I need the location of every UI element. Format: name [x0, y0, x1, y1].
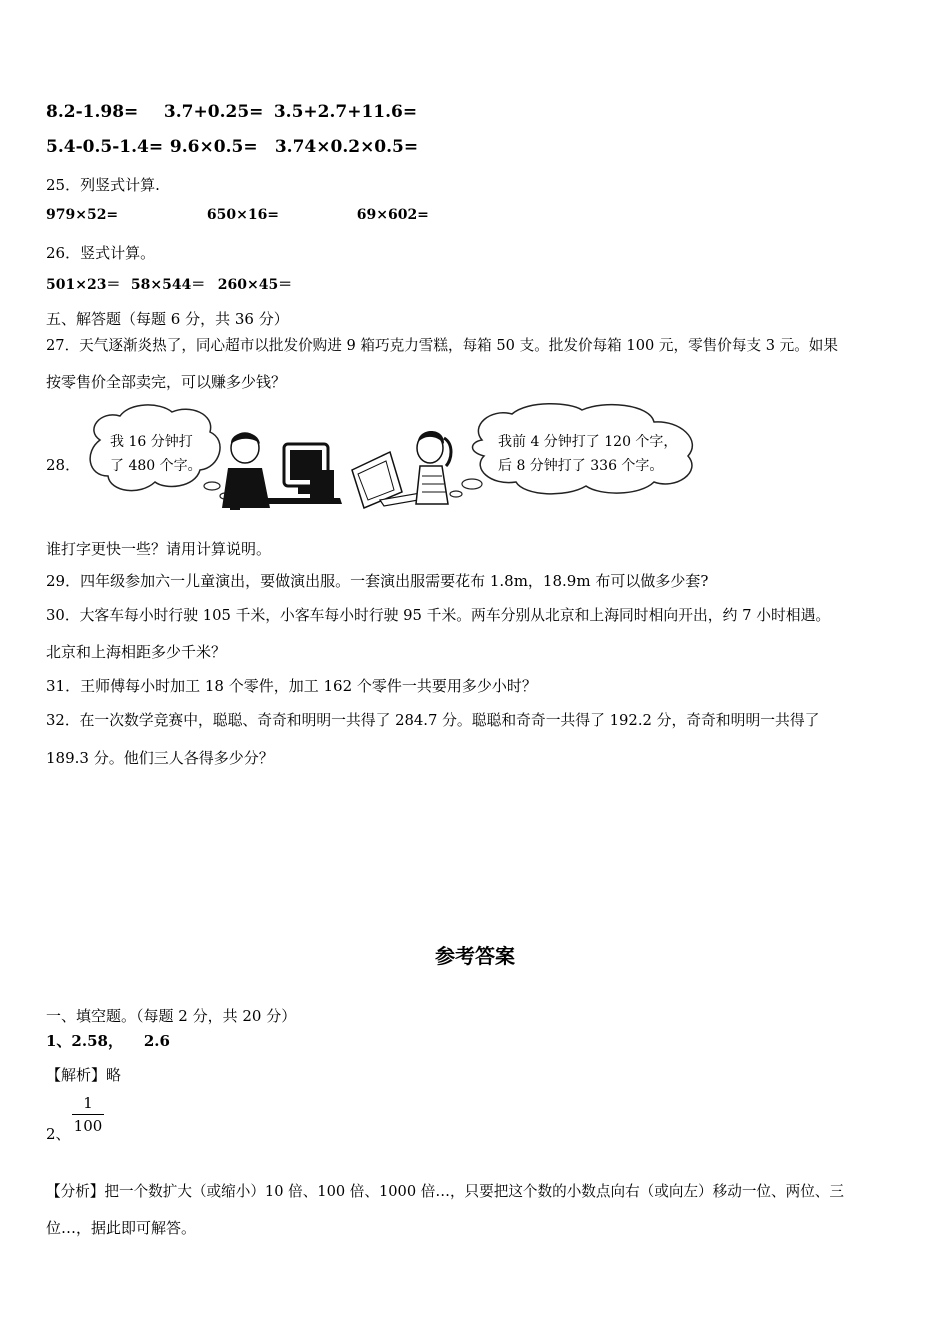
- q26-row: [46, 274, 292, 294]
- calc-row-2: [46, 137, 418, 157]
- calc-item: 58×544＝: [130, 277, 206, 293]
- calc-item: 650×16=: [206, 207, 280, 223]
- answer-2-analysis-line-1: 【分析】把一个数扩大（或缩小）10 倍、100 倍、1000 倍…，只要把这个数的小数点向右（或向左）移动一位、两位、三: [46, 1183, 844, 1200]
- fraction-bar: [72, 1114, 104, 1115]
- answer-1: 1、2.58， 2.6: [46, 1032, 170, 1050]
- question-29: 29．四年级参加六一儿童演出，要做演出服。一套演出服需要花布 1.8m，18.9m 布可以做多少套?: [46, 572, 709, 590]
- calc-item: 3.74×0.2×0.5=: [274, 137, 419, 157]
- answer-section-1-heading: 一、填空题。（每题 2 分，共 20 分）: [46, 1007, 297, 1025]
- answer-2-analysis-line-2: 位…，据此即可解答。: [46, 1219, 197, 1237]
- question-30-line-2: 北京和上海相距多少千米？: [46, 643, 227, 661]
- answer-1-analysis: 【解析】略: [46, 1066, 122, 1084]
- calc-item: 3.5+2.7+11.6=: [273, 102, 418, 122]
- question-28-number: 28．: [46, 456, 81, 474]
- calc-item: 9.6×0.5=: [169, 137, 258, 157]
- q25-row: [46, 207, 429, 223]
- section-5-heading: 五、解答题（每题 6 分，共 36 分）: [46, 310, 289, 328]
- question-32-line-2: 189.3 分。他们三人各得多少分？: [46, 749, 274, 767]
- typing-illustration: [80, 400, 710, 520]
- fraction-denominator: 100: [73, 1117, 103, 1135]
- calc-item: 8.2-1.98=: [46, 102, 139, 122]
- girl-at-computer-graphic: [352, 431, 451, 508]
- cloud-tail-dot: [462, 479, 482, 489]
- bubble-left-line-1: 我 16 分钟打: [110, 434, 193, 450]
- question-31: 31．王师傅每小时加工 18 个零件，加工 162 个零件一共要用多少小时？: [46, 677, 537, 695]
- question-28-ask: 谁打字更快一些？请用计算说明。: [46, 540, 272, 558]
- fraction-numerator: 1: [83, 1094, 93, 1112]
- typing-illustration-svg: [80, 400, 710, 520]
- question-30-line-1: 30．大客车每小时行驶 105 千米，小客车每小时行驶 95 千米。两车分别从北京和上海同时相向开出，约 7 小时相遇。: [46, 607, 831, 624]
- cloud-tail-dot: [450, 491, 462, 497]
- calc-item: 3.7+0.25=: [163, 102, 264, 122]
- bubble-left-line-2: 了 480 个字。: [110, 458, 202, 474]
- calc-item: 979×52=: [46, 207, 119, 223]
- question-26: 26．竖式计算。: [46, 244, 156, 262]
- calc-item: 260×45＝: [217, 277, 293, 293]
- boy-at-computer-graphic: [222, 433, 342, 510]
- question-27-line-2: 按零售价全部卖完，可以赚多少钱？: [46, 373, 287, 391]
- calc-item: 5.4-0.5-1.4=: [46, 137, 164, 157]
- question-25: 25．列竖式计算.: [46, 176, 160, 194]
- calc-item: 69×602=: [356, 207, 429, 223]
- answer-2-fraction: [72, 1094, 104, 1135]
- question-32-line-1: 32．在一次数学竞赛中，聪聪、奇奇和明明一共得了 284.7 分。聪聪和奇奇一共得了 192.2 分，奇奇和明明一共得了: [46, 712, 820, 729]
- calc-row-1: [46, 102, 417, 122]
- question-27-line-1: 27．天气逐渐炎热了，同心超市以批发价购进 9 箱巧克力雪糕，每箱 50 支。批发价每箱 100 元，零售价每支 3 元。如果: [46, 337, 838, 354]
- bubble-right-line-1: 我前 4 分钟打了 120 个字，: [498, 434, 678, 450]
- calc-item: 501×23＝: [46, 277, 121, 293]
- cloud-tail-dot: [204, 482, 220, 490]
- bubble-right-line-2: 后 8 分钟打了 336 个字。: [498, 458, 664, 474]
- answer-2-label: 2、: [46, 1125, 71, 1143]
- answer-key-title: 参考答案: [435, 944, 515, 968]
